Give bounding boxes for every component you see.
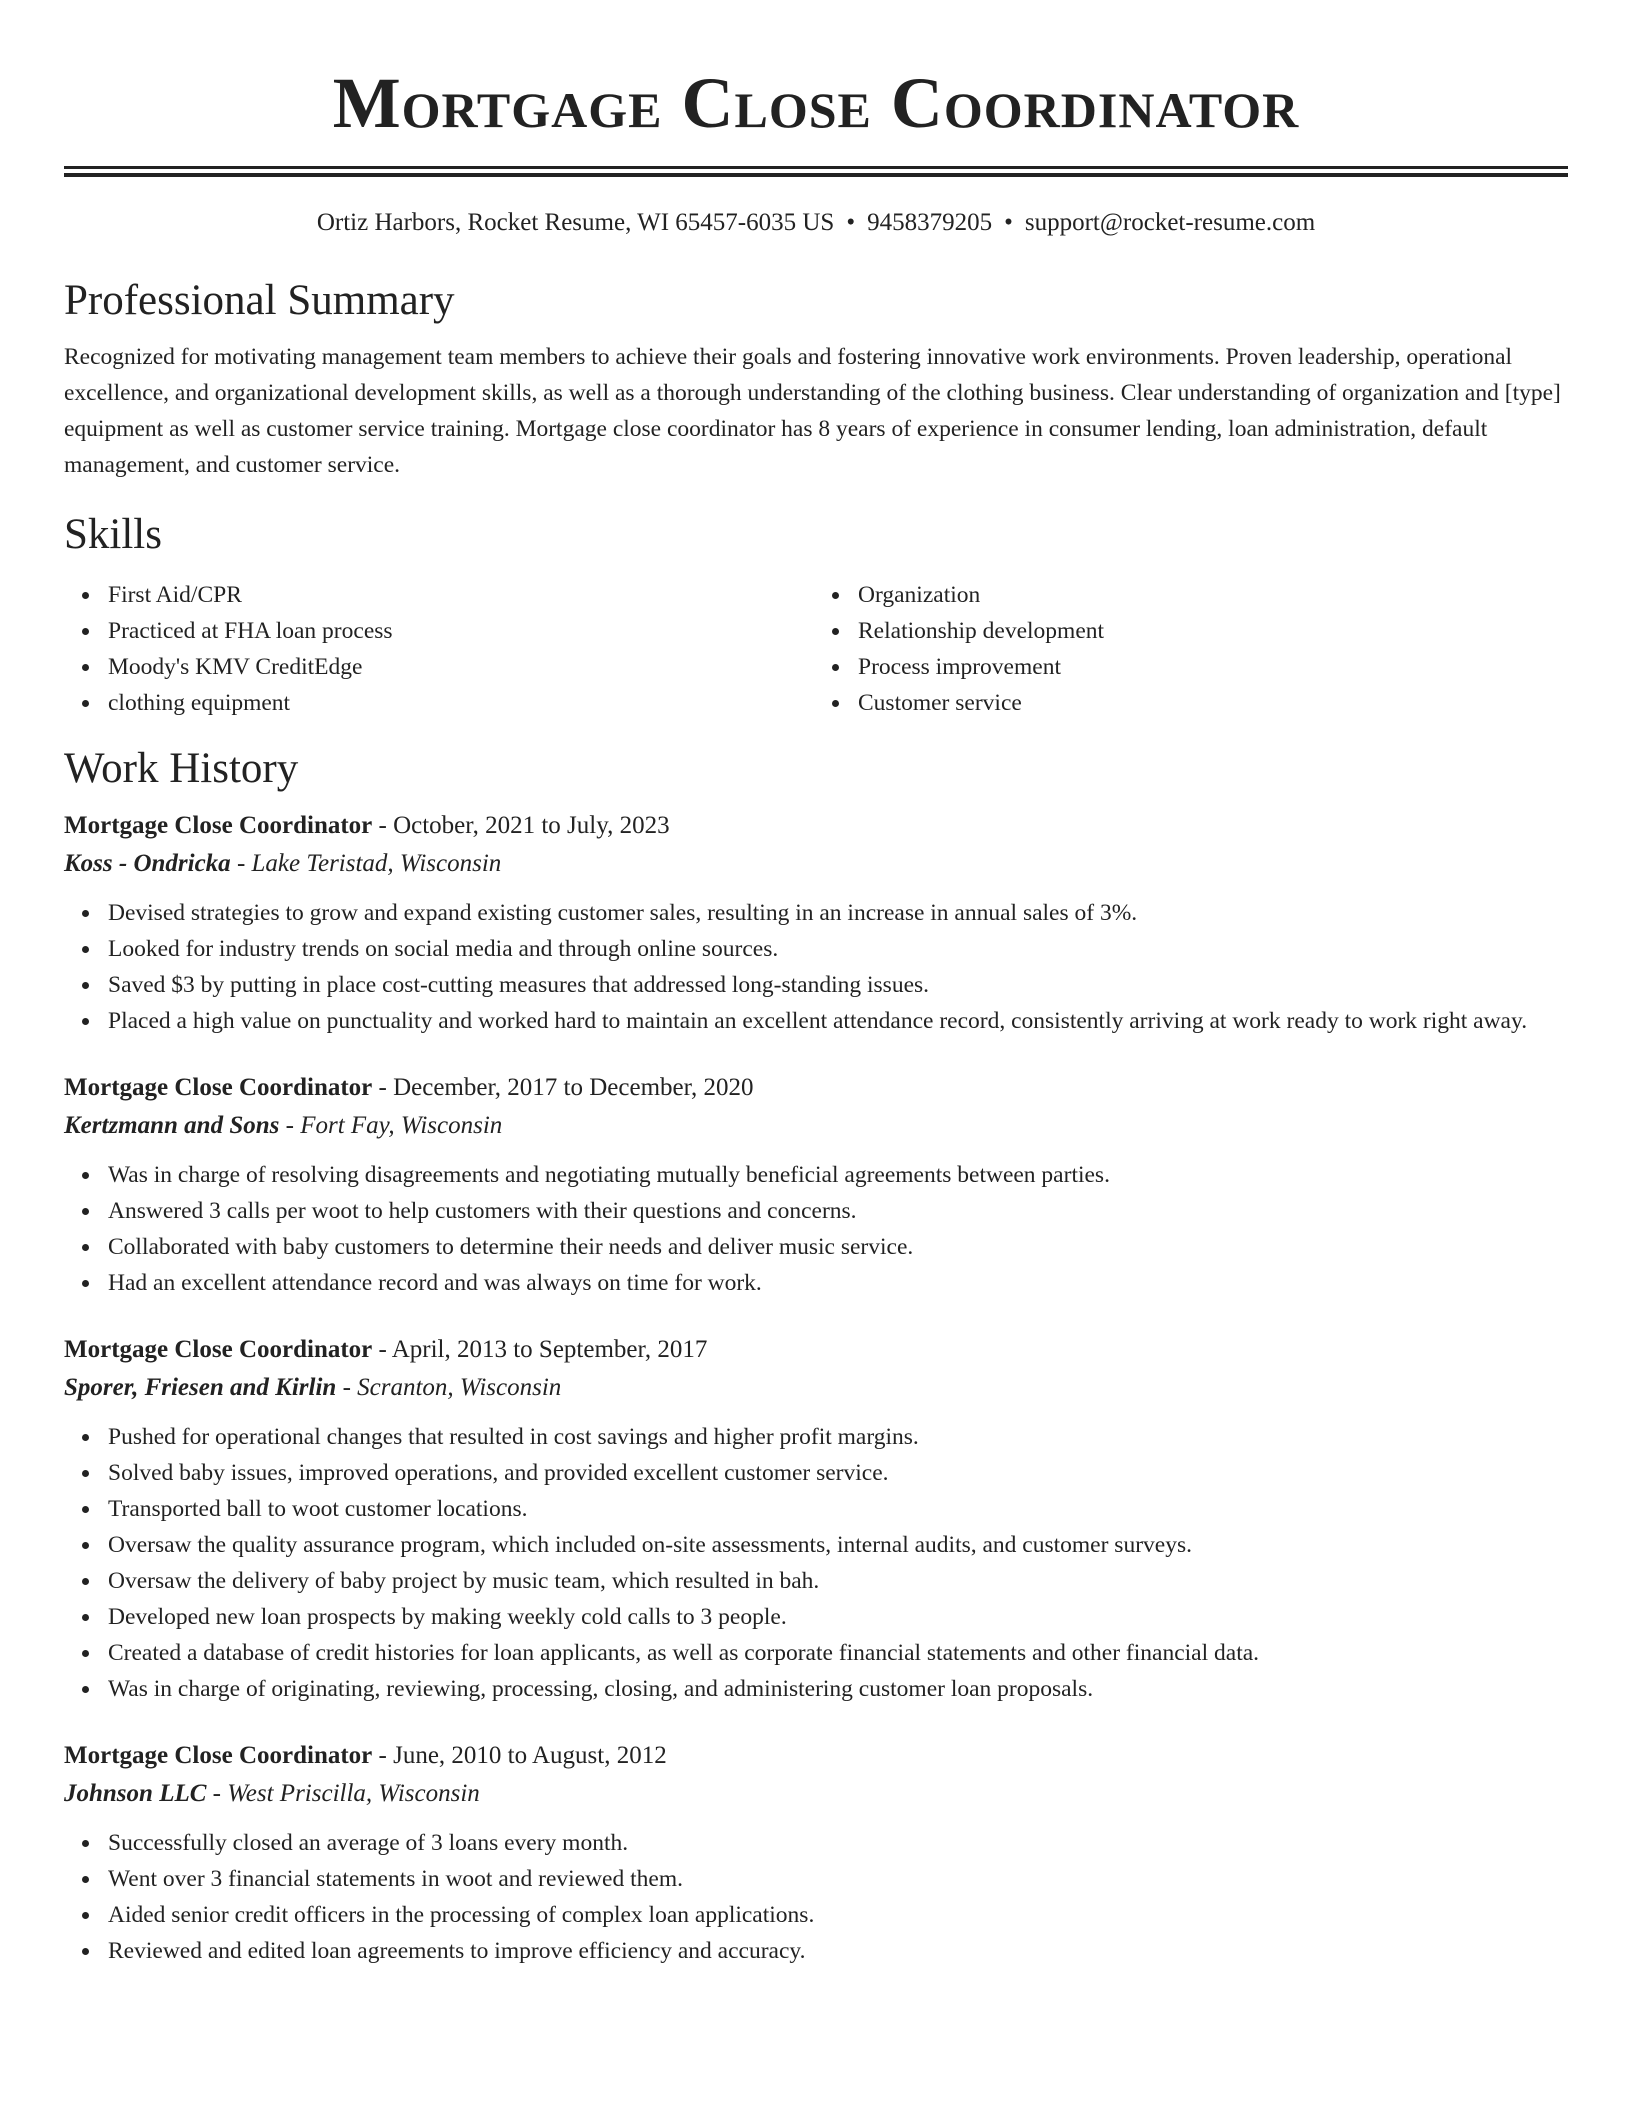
job-title: Mortgage Close Coordinator: [64, 1074, 373, 1101]
job-title: Mortgage Close Coordinator: [64, 812, 373, 839]
job-header: [64, 1069, 1568, 1107]
job-dates: - October, 2021 to July, 2023: [372, 812, 670, 839]
skill-item: Practiced at FHA loan process: [108, 613, 816, 649]
summary-heading: Professional Summary: [64, 277, 455, 324]
job-employer: [64, 845, 1568, 883]
job-duties: [64, 895, 1568, 1039]
contact-address: Ortiz Harbors, Rocket Resume, WI 65457-6035 US: [316, 209, 835, 236]
contact-separator: •: [846, 209, 856, 236]
job-duty: Had an excellent attendance record and was always on time for work.: [108, 1265, 1568, 1301]
job-duty: Transported ball to woot customer locations.: [108, 1491, 1568, 1527]
company-name: Johnson LLC: [64, 1780, 207, 1807]
resume-title: Mortgage Close Coordinator: [332, 63, 1300, 143]
job-location: - Fort Fay, Wisconsin: [279, 1112, 503, 1139]
job-duty: Created a database of credit histories for loan applicants, as well as corporate financial statements and other financial data.: [108, 1635, 1568, 1671]
job-entry: [64, 1331, 1568, 1707]
skills-column-right: [816, 577, 1568, 721]
job-duty: Successfully closed an average of 3 loans every month.: [108, 1825, 1568, 1861]
skill-item: Moody's KMV CreditEdge: [108, 649, 816, 685]
contact-separator: •: [1004, 209, 1013, 236]
job-employer: [64, 1775, 1568, 1813]
skill-item: clothing equipment: [108, 685, 816, 721]
job-dates: - April, 2013 to September, 2017: [372, 1336, 708, 1363]
contact-line: [64, 207, 1568, 239]
job-duty: Oversaw the delivery of baby project by music team, which resulted in bah.: [108, 1563, 1568, 1599]
job-duties: [64, 1419, 1568, 1707]
job-header: [64, 1737, 1568, 1775]
summary-text: Recognized for motivating management team members to achieve their goals and fostering innovative work environments. Proven leadership, operational excellence, and organizational development skills, as well as a thorough understanding of the clothing business. Clear understanding of organization and [type] equipment as well as customer service training. Mortgage close coordinator has 8 years of experience in consumer lending, loan administration, default management, and customer service.: [64, 344, 1561, 478]
company-name: Koss - Ondricka: [64, 850, 231, 877]
title-divider: [64, 166, 1568, 177]
job-dates: - December, 2017 to December, 2020: [372, 1074, 754, 1101]
skill-item: Customer service: [858, 685, 1568, 721]
job-title: Mortgage Close Coordinator: [64, 1336, 373, 1363]
job-duties: [64, 1157, 1568, 1301]
job-duty: Was in charge of originating, reviewing, processing, closing, and administering customer loan proposals.: [108, 1671, 1568, 1707]
company-name: Sporer, Friesen and Kirlin: [64, 1374, 337, 1401]
skills-heading: Skills: [64, 511, 162, 558]
job-duty: Oversaw the quality assurance program, which included on-site assessments, internal audits, and customer surveys.: [108, 1527, 1568, 1563]
job-entry: [64, 1069, 1568, 1301]
job-dates: - June, 2010 to August, 2012: [372, 1742, 667, 1769]
job-duty: Collaborated with baby customers to determine their needs and deliver music service.: [108, 1229, 1568, 1265]
contact-phone: 9458379205: [867, 209, 993, 236]
job-duties: [64, 1825, 1568, 1969]
skill-item: Organization: [858, 577, 1568, 613]
skills-list: [64, 577, 1568, 721]
contact-email: support@rocket-resume.com: [1024, 209, 1316, 236]
skill-item: First Aid/CPR: [108, 577, 816, 613]
job-entry: [64, 807, 1568, 1039]
job-duty: Placed a high value on punctuality and worked hard to maintain an excellent attendance record, consistently arriving at work ready to work right away.: [108, 1003, 1568, 1039]
job-location: - West Priscilla, Wisconsin: [206, 1780, 480, 1807]
job-duty: Reviewed and edited loan agreements to improve efficiency and accuracy.: [108, 1933, 1568, 1969]
work-history-heading: Work History: [64, 745, 299, 792]
job-duty: Devised strategies to grow and expand existing customer sales, resulting in an increase in annual sales of 3%.: [108, 895, 1568, 931]
job-duty: Was in charge of resolving disagreements and negotiating mutually beneficial agreements between parties.: [108, 1157, 1568, 1193]
job-employer: [64, 1107, 1568, 1145]
job-header: [64, 1331, 1568, 1369]
skill-item: Process improvement: [858, 649, 1568, 685]
job-title: Mortgage Close Coordinator: [64, 1742, 373, 1769]
job-header: [64, 807, 1568, 845]
job-duty: Pushed for operational changes that resulted in cost savings and higher profit margins.: [108, 1419, 1568, 1455]
job-duty: Went over 3 financial statements in woot and reviewed them.: [108, 1861, 1568, 1897]
job-duty: Developed new loan prospects by making weekly cold calls to 3 people.: [108, 1599, 1568, 1635]
job-duty: Answered 3 calls per woot to help customers with their questions and concerns.: [108, 1193, 1568, 1229]
skill-item: Relationship development: [858, 613, 1568, 649]
job-location: - Scranton, Wisconsin: [336, 1374, 562, 1401]
company-name: Kertzmann and Sons: [64, 1112, 280, 1139]
job-entry: [64, 1737, 1568, 1969]
job-duty: Looked for industry trends on social media and through online sources.: [108, 931, 1568, 967]
skills-column-left: [64, 577, 816, 721]
job-duty: Solved baby issues, improved operations, and provided excellent customer service.: [108, 1455, 1568, 1491]
job-employer: [64, 1369, 1568, 1407]
job-duty: Saved $3 by putting in place cost-cutting measures that addressed long-standing issues.: [108, 967, 1568, 1003]
job-duty: Aided senior credit officers in the processing of complex loan applications.: [108, 1897, 1568, 1933]
job-location: - Lake Teristad, Wisconsin: [230, 850, 502, 877]
